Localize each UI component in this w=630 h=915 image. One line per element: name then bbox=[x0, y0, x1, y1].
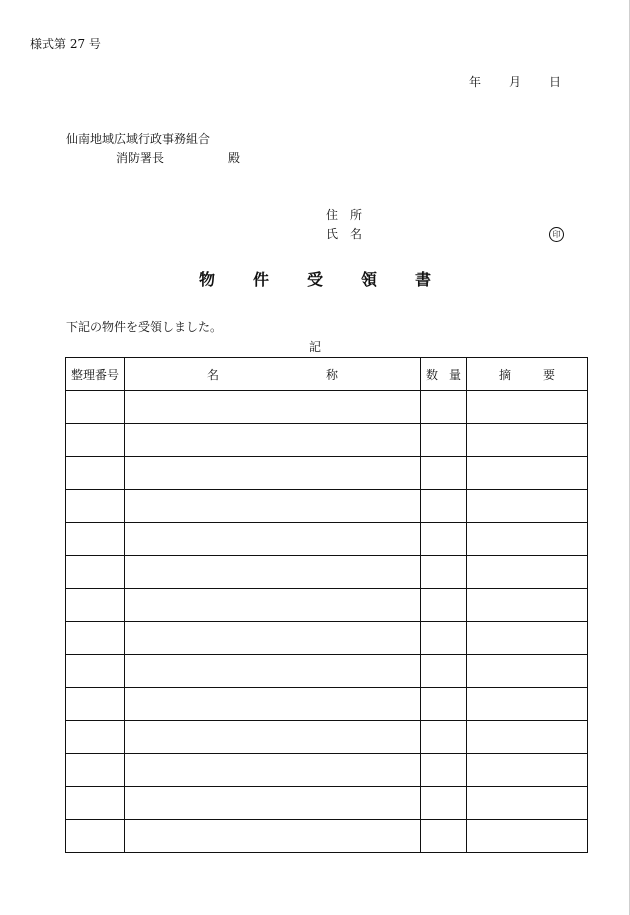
table-row bbox=[66, 457, 588, 490]
cell-name[interactable] bbox=[125, 457, 421, 490]
cell-name[interactable] bbox=[125, 490, 421, 523]
cell-name[interactable] bbox=[125, 391, 421, 424]
date-year-label: 年 bbox=[468, 75, 481, 89]
cell-quantity[interactable] bbox=[421, 589, 467, 622]
header-quantity bbox=[421, 358, 467, 391]
cell-quantity[interactable] bbox=[421, 490, 467, 523]
table-row bbox=[66, 589, 588, 622]
cell-note[interactable] bbox=[467, 655, 588, 688]
cell-quantity[interactable] bbox=[421, 457, 467, 490]
date-line bbox=[469, 76, 561, 88]
cell-quantity[interactable] bbox=[421, 820, 467, 853]
cell-note[interactable] bbox=[467, 721, 588, 754]
recipient-honorific: 殿 bbox=[228, 151, 241, 165]
table-row bbox=[66, 424, 588, 457]
cell-note[interactable] bbox=[467, 556, 588, 589]
cell-quantity[interactable] bbox=[421, 424, 467, 457]
cell-quantity[interactable] bbox=[421, 787, 467, 820]
header-note-left: 摘 bbox=[499, 367, 512, 382]
header-name-right: 称 bbox=[325, 367, 338, 382]
cell-note[interactable] bbox=[467, 754, 588, 787]
cell-note[interactable] bbox=[467, 457, 588, 490]
cell-note[interactable] bbox=[467, 787, 588, 820]
table-header-row bbox=[66, 358, 588, 391]
header-number: 整理番号 bbox=[66, 358, 125, 391]
seal-mark: 印 bbox=[549, 227, 564, 242]
cell-number[interactable] bbox=[66, 820, 125, 853]
recipient-organization: 仙南地域広域行政事務組合 bbox=[66, 132, 211, 146]
table-row bbox=[66, 391, 588, 424]
date-day-label: 日 bbox=[548, 75, 561, 89]
cell-quantity[interactable] bbox=[421, 556, 467, 589]
table-row bbox=[66, 490, 588, 523]
cell-quantity[interactable] bbox=[421, 622, 467, 655]
header-qty-left: 数 bbox=[426, 367, 439, 382]
cell-note[interactable] bbox=[467, 622, 588, 655]
header-note bbox=[467, 358, 588, 391]
cell-name[interactable] bbox=[125, 688, 421, 721]
header-qty-right: 量 bbox=[448, 367, 461, 382]
intro-text: 下記の物件を受領しました。 bbox=[66, 320, 223, 334]
table-row bbox=[66, 622, 588, 655]
cell-name[interactable] bbox=[125, 556, 421, 589]
cell-number[interactable] bbox=[66, 391, 125, 424]
cell-number[interactable] bbox=[66, 589, 125, 622]
cell-note[interactable] bbox=[467, 589, 588, 622]
cell-name[interactable] bbox=[125, 655, 421, 688]
cell-number[interactable] bbox=[66, 622, 125, 655]
ki-marker: 記 bbox=[309, 340, 322, 354]
table-row bbox=[66, 556, 588, 589]
cell-name[interactable] bbox=[125, 721, 421, 754]
table-row bbox=[66, 754, 588, 787]
cell-note[interactable] bbox=[467, 391, 588, 424]
cell-number[interactable] bbox=[66, 688, 125, 721]
address-label: 住所 bbox=[326, 208, 375, 222]
table-row bbox=[66, 820, 588, 853]
cell-name[interactable] bbox=[125, 589, 421, 622]
cell-name[interactable] bbox=[125, 787, 421, 820]
cell-name[interactable] bbox=[125, 754, 421, 787]
cell-name[interactable] bbox=[125, 820, 421, 853]
cell-name[interactable] bbox=[125, 523, 421, 556]
document-title: 物件受領書 bbox=[198, 270, 469, 289]
cell-note[interactable] bbox=[467, 523, 588, 556]
cell-number[interactable] bbox=[66, 721, 125, 754]
cell-quantity[interactable] bbox=[421, 754, 467, 787]
recipient-title: 消防署長 bbox=[116, 151, 165, 165]
cell-number[interactable] bbox=[66, 556, 125, 589]
cell-number[interactable] bbox=[66, 424, 125, 457]
cell-note[interactable] bbox=[467, 688, 588, 721]
cell-number[interactable] bbox=[66, 787, 125, 820]
cell-number[interactable] bbox=[66, 754, 125, 787]
table-row bbox=[66, 655, 588, 688]
cell-name[interactable] bbox=[125, 622, 421, 655]
cell-number[interactable] bbox=[66, 523, 125, 556]
cell-name[interactable] bbox=[125, 424, 421, 457]
cell-number[interactable] bbox=[66, 655, 125, 688]
cell-quantity[interactable] bbox=[421, 523, 467, 556]
cell-quantity[interactable] bbox=[421, 721, 467, 754]
header-name-left: 名 bbox=[207, 367, 220, 382]
date-month-label: 月 bbox=[508, 75, 521, 89]
cell-quantity[interactable] bbox=[421, 688, 467, 721]
cell-number[interactable] bbox=[66, 490, 125, 523]
items-table bbox=[65, 357, 588, 853]
table-row bbox=[66, 523, 588, 556]
table-row bbox=[66, 688, 588, 721]
header-note-right: 要 bbox=[542, 367, 555, 382]
cell-quantity[interactable] bbox=[421, 655, 467, 688]
cell-quantity[interactable] bbox=[421, 391, 467, 424]
name-label: 氏名 bbox=[326, 227, 375, 241]
cell-note[interactable] bbox=[467, 424, 588, 457]
form-number: 様式第 27 号 bbox=[30, 37, 101, 51]
table-row bbox=[66, 787, 588, 820]
cell-number[interactable] bbox=[66, 457, 125, 490]
cell-note[interactable] bbox=[467, 490, 588, 523]
table-row bbox=[66, 721, 588, 754]
header-name bbox=[125, 358, 421, 391]
cell-note[interactable] bbox=[467, 820, 588, 853]
